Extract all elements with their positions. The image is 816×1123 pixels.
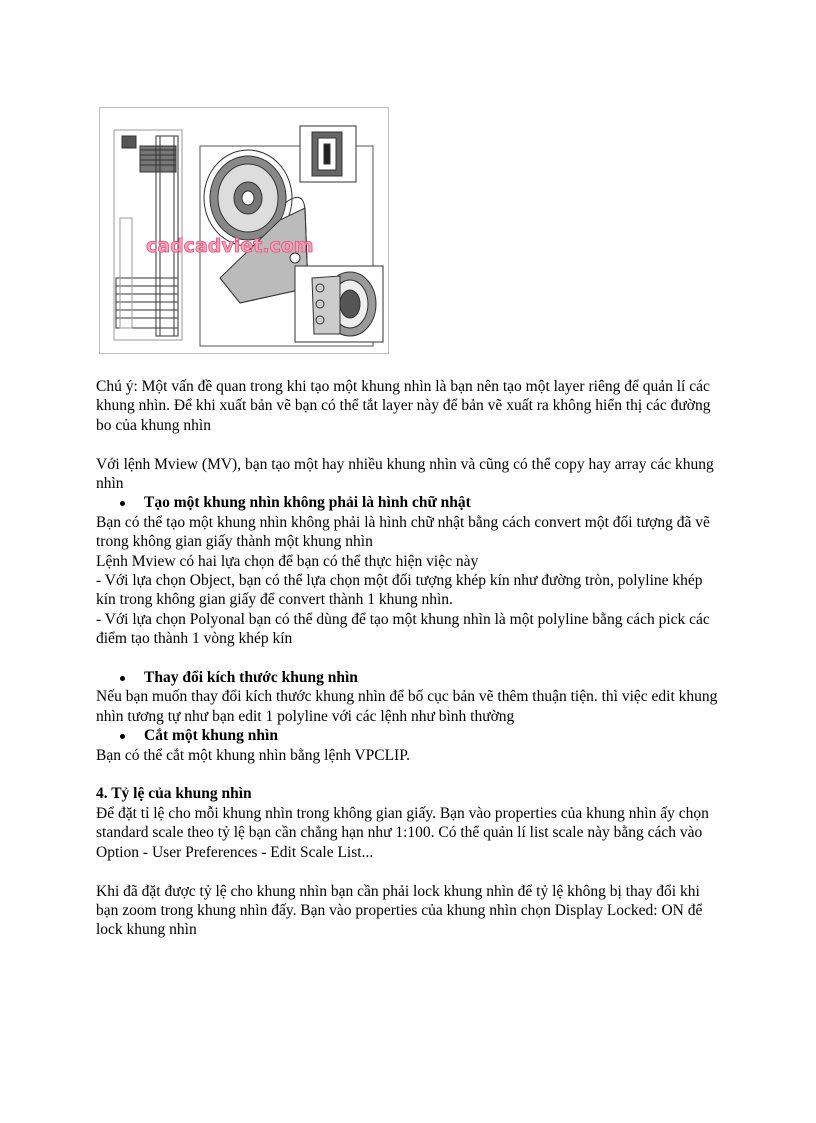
section-line: - Với lựa chọn Polyonal bạn có thể dùng để tạo một khung nhìn là một polyline bằng cách pick các điểm tạo thành 1 vòng khép kín — [96, 610, 710, 648]
scale-heading: 4. Tỷ lệ của khung nhìn — [96, 785, 252, 803]
bearing-viewport-bottom — [295, 266, 383, 342]
bullet-heading-non-rect: Tạo một khung nhìn không phải là hình chữ nhật — [96, 493, 726, 512]
cad-viewports-figure — [99, 107, 389, 354]
section-line: Nếu bạn muốn thay đổi kích thước khung nhìn để bố cục bản vẽ thêm thuận tiện. thì việc edit khung nhìn tương tự như bạn edit 1 polyline với các lệnh như bình thường — [96, 688, 718, 725]
mview-paragraph: Với lệnh Mview (MV), bạn tạo một hay nhiều khung nhìn và cũng có thể copy hay array các khung nhìn — [96, 455, 714, 493]
scale-paragraph-2: Khi đã đặt được tỷ lệ cho khung nhìn bạn cần phải lock khung nhìn để tỷ lệ không bị thay đổi khi bạn zoom trong khung nhìn đấy. Bạn vào properties của khung nhìn chọn Display Locked: ON để lock khung nhìn — [96, 882, 703, 939]
watermark-text: cadcadviet.com — [146, 235, 314, 257]
cad-drawing-illustration — [100, 108, 388, 353]
bullet-heading-resize: Thay đổi kích thước khung nhìn — [96, 668, 726, 687]
gear-wheel-drawing — [204, 150, 308, 303]
body-text — [96, 377, 726, 940]
detail-viewport-top — [300, 126, 356, 182]
scale-paragraph-1: Để đặt tỉ lệ cho mỗi khung nhìn trong không gian giấy. Bạn vào properties của khung nhìn ấy chọn standard scale theo tỷ lệ bạn cần chẳng hạn như 1:100. Có thể quản lí list scale này bằng cách vào Option - User Preferences - Edit Scale List... — [96, 804, 709, 861]
section-line: Lệnh Mview có hai lựa chọn để bạn có thể thực hiện việc này — [96, 552, 479, 570]
section-line: - Với lựa chọn Object, bạn có thể lựa chọn một đối tượng khép kín như đường tròn, polyline khép kín trong không gian giấy để convert thành 1 khung nhìn. — [96, 572, 703, 609]
section-line: Bạn có thể cắt một khung nhìn bằng lệnh VPCLIP. — [96, 746, 410, 764]
note-paragraph: Chú ý: Một vấn đề quan trong khi tạo một khung nhìn là bạn nên tạo một layer riêng để quản lí các khung nhìn. Để khi xuất bản vẽ bạn có thể tắt layer này để bản vẽ xuất ra không hiển thị các đường bo của khung nhìn — [96, 378, 711, 434]
bullet-heading-clip: Cắt một khung nhìn — [96, 726, 726, 745]
section-line: Bạn có thể tạo một khung nhìn không phải là hình chữ nhật bằng cách convert một đối tượng đã vẽ trong không gian giấy thành một khung nhìn — [96, 513, 710, 551]
